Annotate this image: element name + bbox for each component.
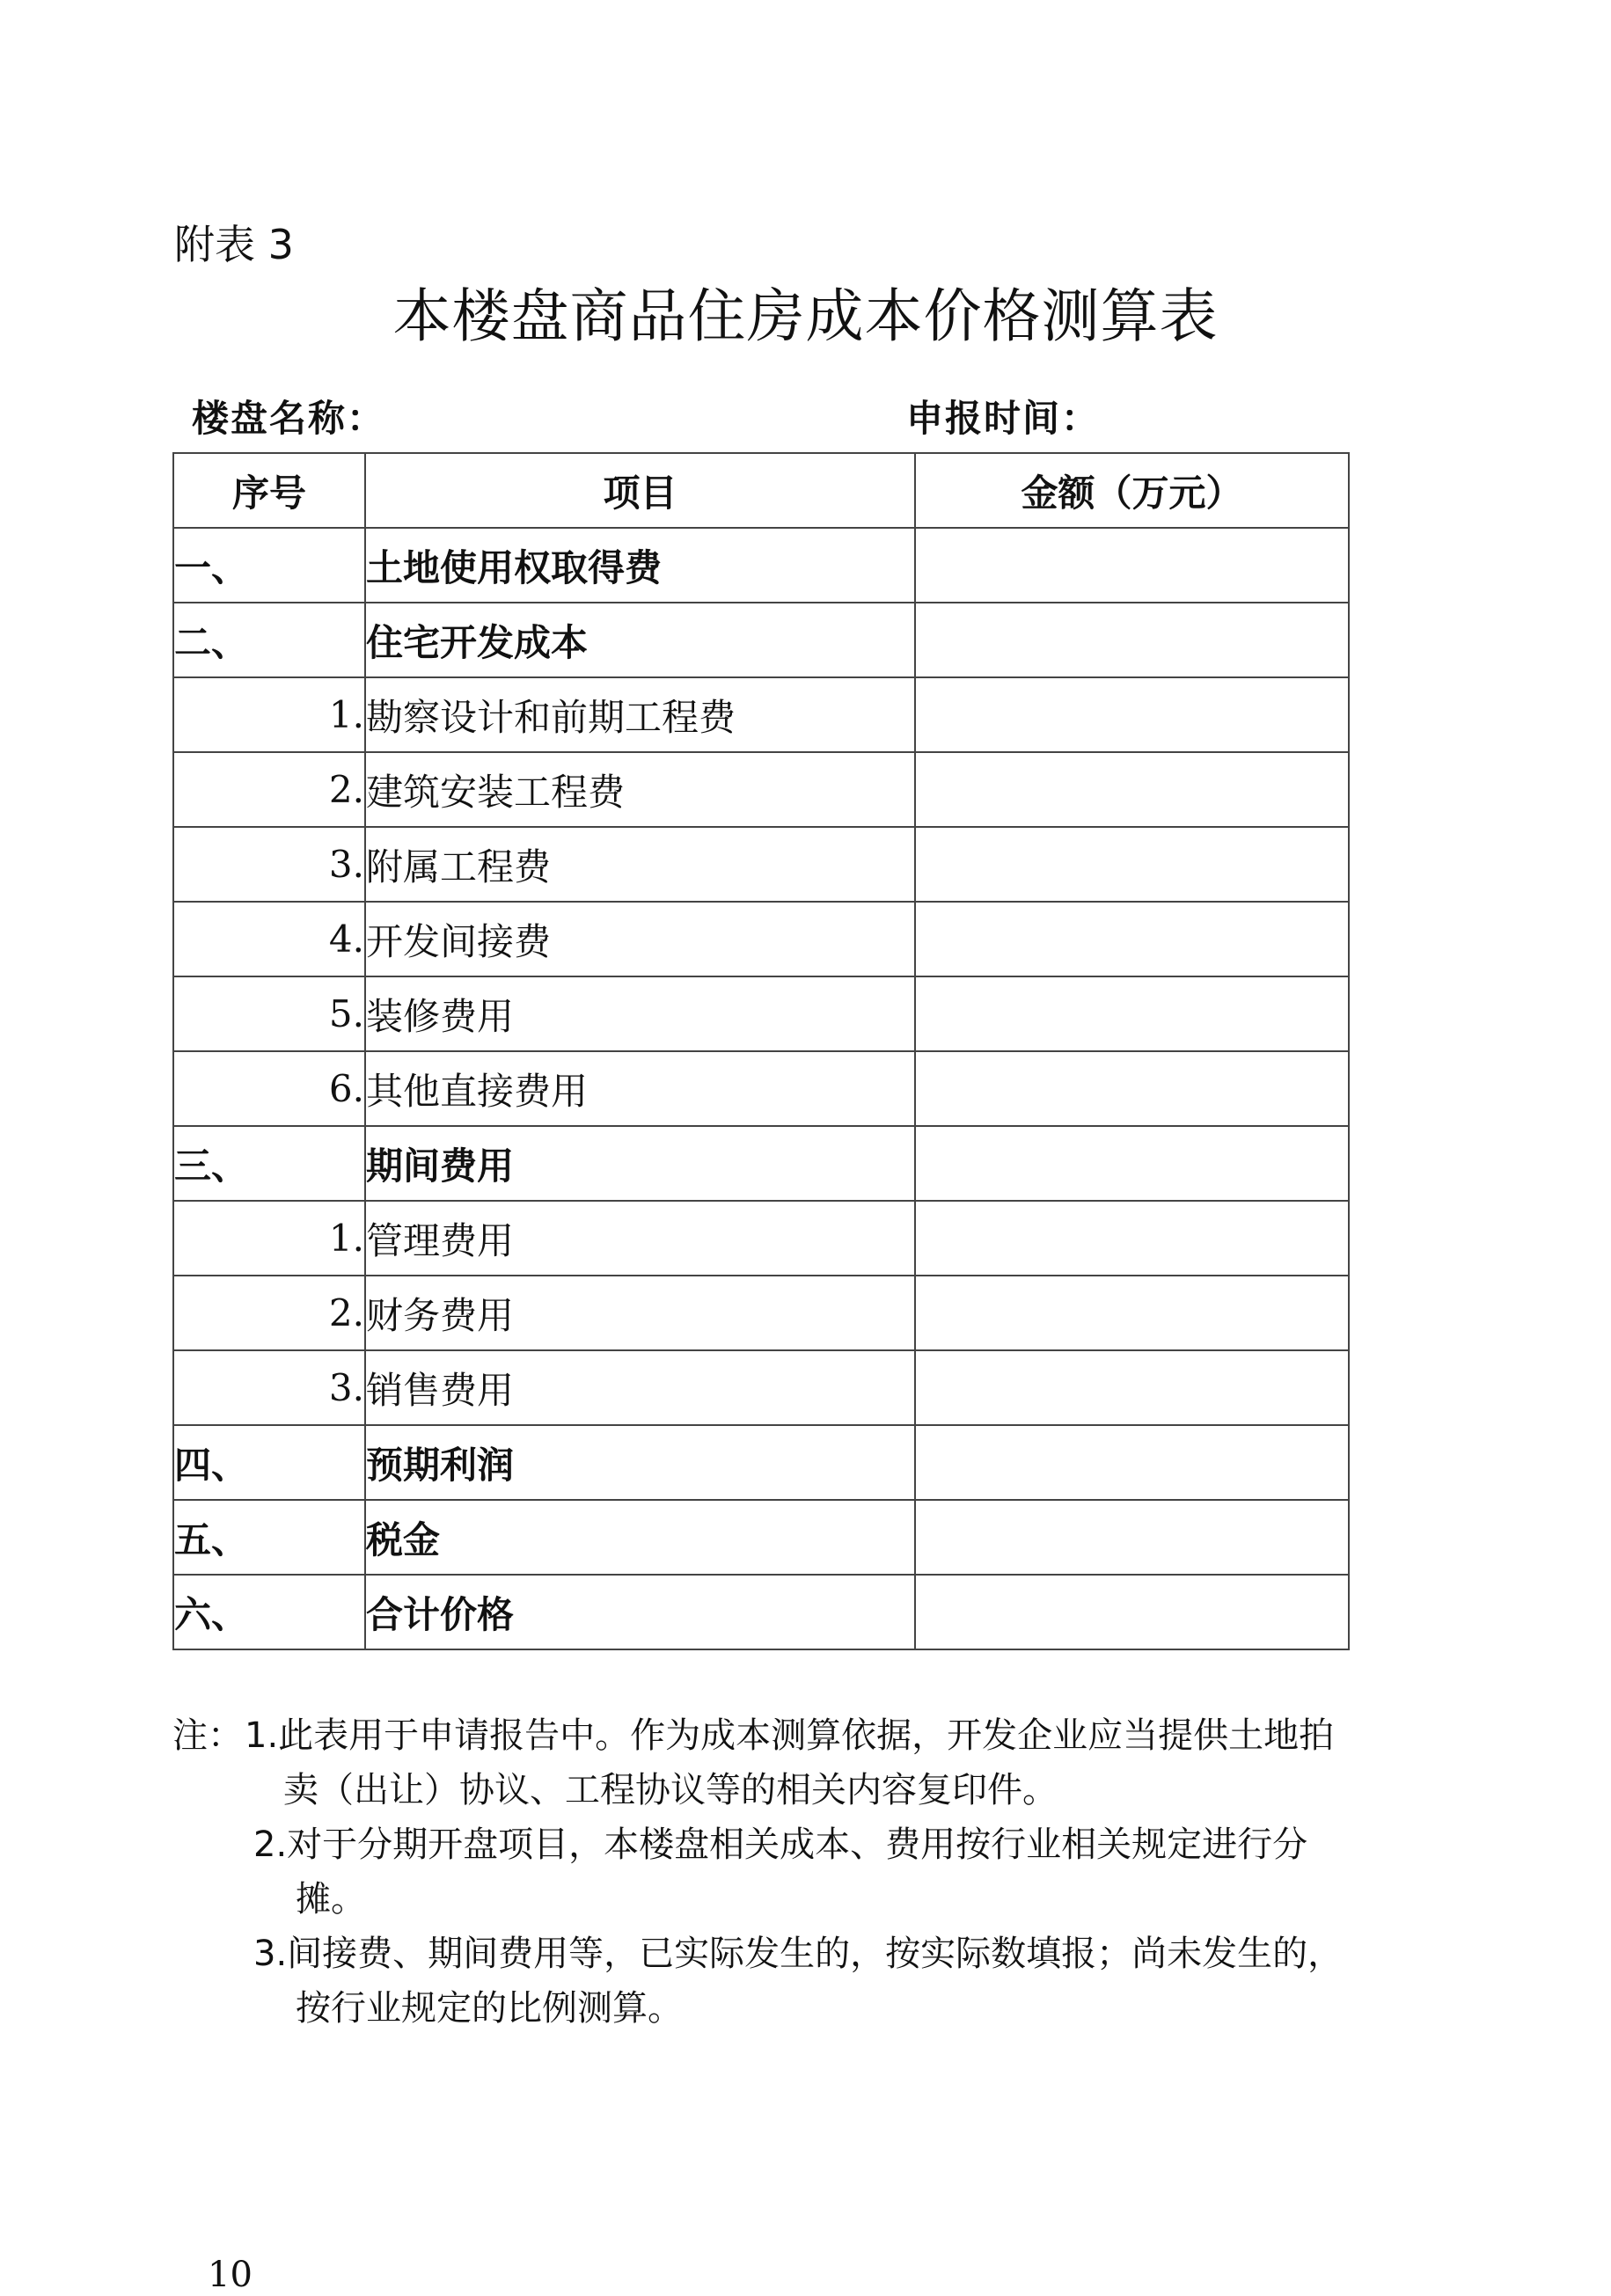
row-item: 财务费用 xyxy=(365,1276,915,1350)
note-3-line-1: 3.间接费、期间费用等，已实际发生的，按实际数填报；尚未发生的， xyxy=(253,1934,1344,1974)
row-item: 土地使用权取得费 xyxy=(365,528,915,603)
header-item: 项目 xyxy=(365,453,915,528)
row-amount-field[interactable] xyxy=(915,1350,1349,1425)
notes-prefix: 注： xyxy=(172,1715,243,1756)
row-amount-field[interactable] xyxy=(915,1500,1349,1575)
row-seq: 2. xyxy=(173,752,365,827)
table-row xyxy=(173,1276,1349,1350)
row-seq: 1. xyxy=(173,1201,365,1276)
row-item: 勘察设计和前期工程费 xyxy=(365,677,915,752)
row-item: 税金 xyxy=(365,1500,915,1575)
table-row xyxy=(173,976,1349,1051)
table-row xyxy=(173,603,1349,677)
header-seq: 序号 xyxy=(173,453,365,528)
row-seq: 四、 xyxy=(173,1425,365,1500)
row-item: 合计价格 xyxy=(365,1575,915,1649)
row-amount-field[interactable] xyxy=(915,603,1349,677)
row-seq: 六、 xyxy=(173,1575,365,1649)
cost-price-table xyxy=(172,452,1350,1650)
page-number: 10 xyxy=(208,2255,253,2295)
row-seq: 1. xyxy=(173,677,365,752)
note-1-text: 1.此表用于申请报告中。作为成本测算依据，开发企业应当提供土地拍 xyxy=(245,1715,1335,1756)
row-seq: 2. xyxy=(173,1276,365,1350)
row-seq: 五、 xyxy=(173,1500,365,1575)
table-row xyxy=(173,1575,1349,1649)
row-amount-field[interactable] xyxy=(915,1425,1349,1500)
table-row xyxy=(173,902,1349,976)
row-item: 装修费用 xyxy=(365,976,915,1051)
note-1-line-1 xyxy=(172,1708,1422,1763)
row-seq: 4. xyxy=(173,902,365,976)
row-item: 其他直接费用 xyxy=(365,1051,915,1126)
table-row xyxy=(173,677,1349,752)
row-amount-field[interactable] xyxy=(915,902,1349,976)
row-item: 管理费用 xyxy=(365,1201,915,1276)
note-3-line-2: 按行业规定的比例测算。 xyxy=(296,1988,683,2029)
row-seq: 三、 xyxy=(173,1126,365,1201)
table-row xyxy=(173,827,1349,902)
row-amount-field[interactable] xyxy=(915,1201,1349,1276)
row-item: 预期利润 xyxy=(365,1425,915,1500)
table-row xyxy=(173,752,1349,827)
row-amount-field[interactable] xyxy=(915,1276,1349,1350)
table-row xyxy=(173,1500,1349,1575)
row-item: 期间费用 xyxy=(365,1126,915,1201)
table-row xyxy=(173,1201,1349,1276)
row-item: 销售费用 xyxy=(365,1350,915,1425)
row-item: 住宅开发成本 xyxy=(365,603,915,677)
table-row xyxy=(173,1126,1349,1201)
report-time-label: 申报时间： xyxy=(906,397,1101,440)
row-amount-field[interactable] xyxy=(915,1575,1349,1649)
row-amount-field[interactable] xyxy=(915,827,1349,902)
row-seq: 一、 xyxy=(173,528,365,603)
row-seq: 二、 xyxy=(173,603,365,677)
table-body xyxy=(173,528,1349,1649)
table-header-row xyxy=(173,453,1349,528)
row-amount-field[interactable] xyxy=(915,528,1349,603)
row-amount-field[interactable] xyxy=(915,1051,1349,1126)
row-seq: 3. xyxy=(173,1350,365,1425)
row-seq: 6. xyxy=(173,1051,365,1126)
table-row xyxy=(173,1425,1349,1500)
note-2-line-1: 2.对于分期开盘项目，本楼盘相关成本、费用按行业相关规定进行分 xyxy=(253,1824,1308,1865)
appendix-label: 附表 3 xyxy=(174,221,294,268)
row-amount-field[interactable] xyxy=(915,1126,1349,1201)
row-item: 开发间接费 xyxy=(365,902,915,976)
table-row xyxy=(173,1350,1349,1425)
project-name-label: 楼盘名称： xyxy=(192,397,386,440)
row-amount-field[interactable] xyxy=(915,976,1349,1051)
row-amount-field[interactable] xyxy=(915,752,1349,827)
page-title: 本楼盘商品住房成本价格测算表 xyxy=(392,282,1219,350)
table-row xyxy=(173,1051,1349,1126)
row-amount-field[interactable] xyxy=(915,677,1349,752)
header-amount: 金额（万元） xyxy=(915,453,1349,528)
row-item: 附属工程费 xyxy=(365,827,915,902)
row-seq: 3. xyxy=(173,827,365,902)
row-item: 建筑安装工程费 xyxy=(365,752,915,827)
notes-section xyxy=(172,1708,1422,2036)
row-seq: 5. xyxy=(173,976,365,1051)
note-1-line-2: 卖（出让）协议、工程协议等的相关内容复印件。 xyxy=(283,1770,1058,1810)
table-row xyxy=(173,528,1349,603)
note-2-line-2: 摊。 xyxy=(296,1879,366,1919)
